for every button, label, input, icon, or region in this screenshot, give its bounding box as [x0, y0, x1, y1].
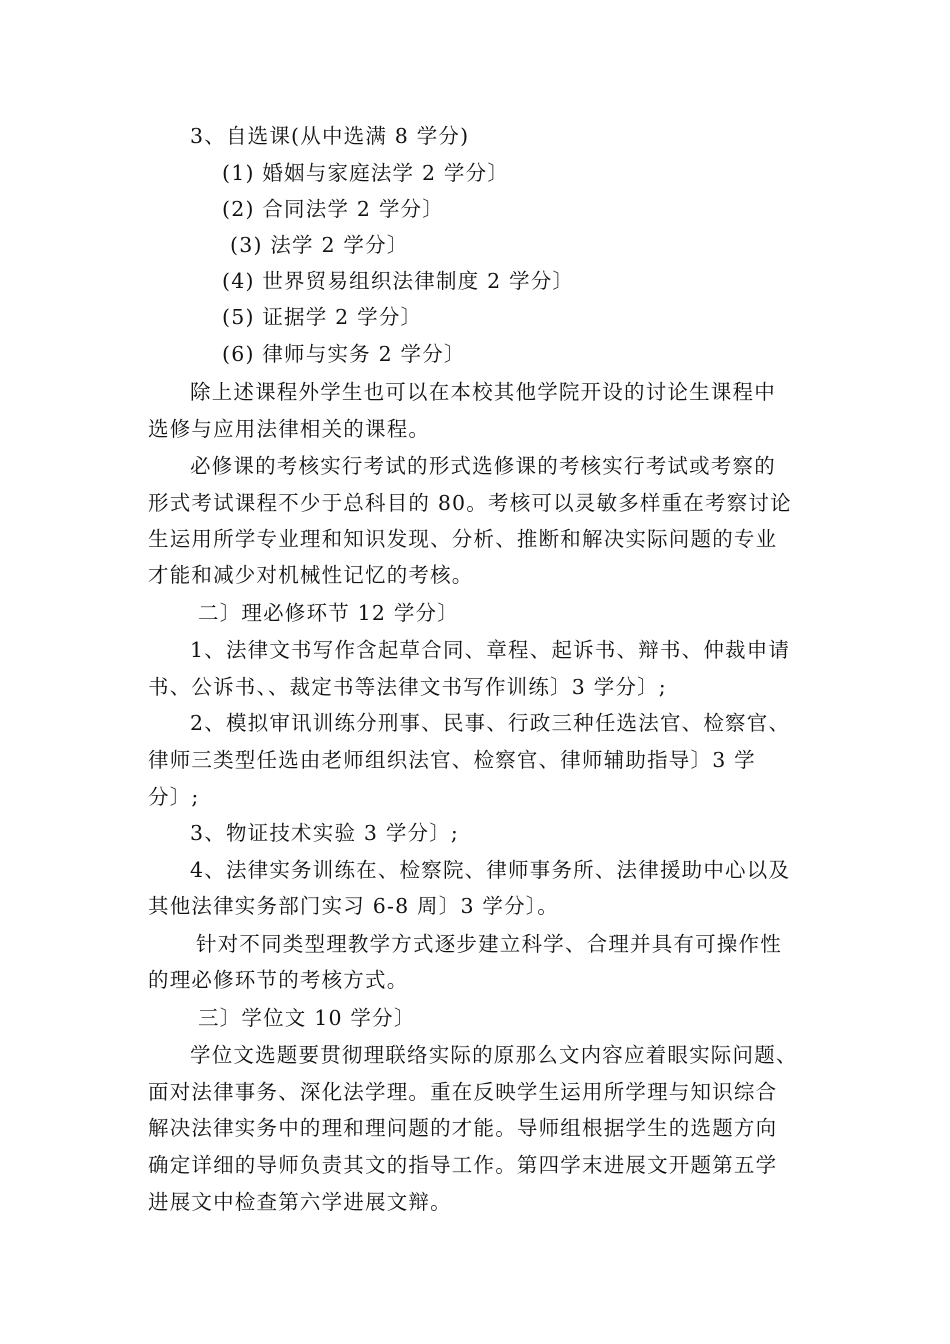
- paragraph-line: 针对不同类型理教学方式逐步建立科学、合理并具有可操作性: [196, 932, 782, 956]
- paragraph-line: 3、物证技术实验 3 学分〕;: [190, 821, 460, 845]
- paragraph-line: 解决法律实务中的理和理问题的才能。导师组根据学生的选题方向: [148, 1116, 778, 1140]
- section-heading-practice: 二〕理必修环节 12 学分〕: [198, 601, 459, 625]
- paragraph-line: 学位文选题要贯彻理联络实际的原那么文内容应着眼实际问题、: [190, 1043, 798, 1067]
- paragraph-line: 进展文中检查第六学进展文辩。: [148, 1190, 452, 1214]
- paragraph-line: 2、模拟审讯训练分刑事、民事、行政三种任选法官、检察官、: [190, 711, 791, 735]
- section-heading-thesis: 三〕学位文 10 学分〕: [198, 1006, 416, 1030]
- paragraph-line: 书、公诉书、、裁定书等法律文书写作训练〕3 学分〕;: [148, 675, 667, 699]
- paragraph-line: 的理必修环节的考核方式。: [148, 968, 409, 992]
- paragraph-line: 生运用所学专业理和知识发现、分析、推断和解决实际问题的专业: [148, 527, 778, 551]
- paragraph-line: 必修课的考核实行考试的形式选修课的考核实行考试或考察的: [190, 454, 776, 478]
- elective-item-2: (2) 合同法学 2 学分〕: [222, 197, 444, 221]
- elective-item-4: (4) 世界贸易组织法律制度 2 学分〕: [222, 269, 575, 293]
- elective-item-6: (6) 律师与实务 2 学分〕: [222, 342, 466, 366]
- paragraph-line: 面对法律事务、深化法学理。重在反映学生运用所学理与知识综合: [148, 1080, 778, 1104]
- elective-item-1: (1) 婚姻与家庭法学 2 学分〕: [222, 161, 510, 185]
- paragraph-line: 分〕;: [148, 785, 200, 809]
- paragraph-line: 除上述课程外学生也可以在本校其他学院开设的讨论生课程中: [190, 380, 776, 404]
- paragraph-line: 选修与应用法律相关的课程。: [148, 417, 431, 441]
- elective-course-heading: 3、自选课(从中选满 8 学分): [190, 124, 470, 148]
- paragraph-line: 其他法律实务部门实习 6-8 周〕3 学分〕。: [148, 894, 559, 918]
- paragraph-line: 才能和减少对机械性记忆的考核。: [148, 563, 474, 587]
- paragraph-line: 4、法律实务训练在、检察院、律师事务所、法律援助中心以及: [190, 858, 791, 882]
- paragraph-line: 1、法律文书写作含起草合同、章程、起诉书、辩书、仲裁申请: [190, 638, 791, 662]
- elective-item-5: (5) 证据学 2 学分〕: [222, 305, 423, 329]
- paragraph-line: 确定详细的导师负责其文的指导工作。第四学末进展文开题第五学: [148, 1153, 778, 1177]
- elective-item-3: (3) 法学 2 学分〕: [230, 233, 409, 257]
- paragraph-line: 律师三类型任选由老师组织法官、检察官、律师辅助指导〕3 学: [148, 748, 756, 772]
- paragraph-line: 形式考试课程不少于总科目的 80。考核可以灵敏多样重在考察讨论: [148, 491, 792, 515]
